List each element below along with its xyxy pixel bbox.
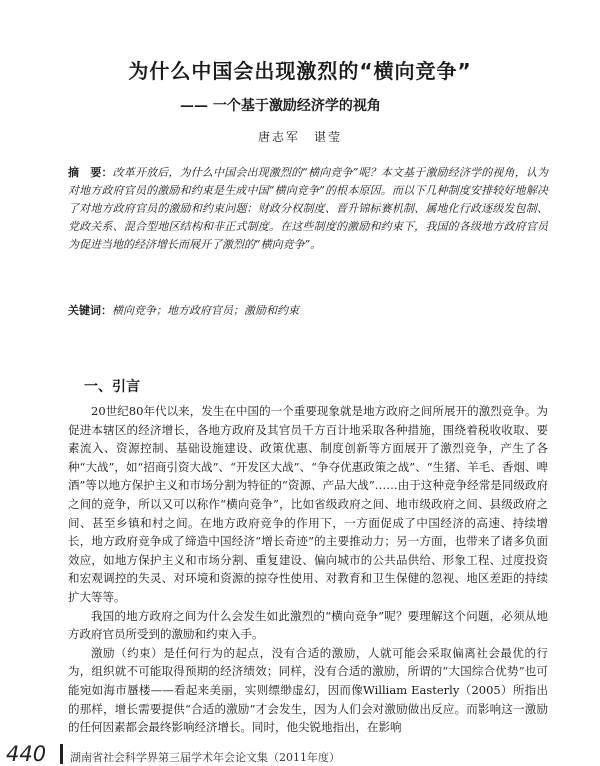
section-heading-introduction: 一、引言 — [84, 379, 140, 395]
keywords — [68, 302, 548, 320]
body-paragraph: 20世纪80年代以来，发生在中国的一个重要现象就是地方政府之间所展开的激烈竞争。为促进本辖区的经济增长，各地方政府及其官员千方百计地采取各种措施，围绕着税收收取、要素流入、资源控制、基础设施建设、政策优惠、制度创新等方面展开了激烈竞争，产生了各种“大战”，如“招商引资大战”、“开发区大战”、“争夺优惠政策之战”、“生猪、羊毛、香烟、啤酒”等以地方保护主义和市场分割为特征的“资源、产品大战”……由于这种竞争经常是同级政府之间的竞争，所以又可以称作“横向竞争”，比如省级政府之间、地市级政府之间、县级政府之间、甚至乡镇和村之间。在地方政府竞争的作用下，一方面促成了中国经济的高速、持续增长，地方政府竞争成了缔造中国经济“增长奇迹”的主要推动力；另一方面，也带来了诸多负面效应，如地方保护主义和市场分割、重复建设、偏向城市的公共品供给、形象工程、过度投资和宏观调控的失灵、对环境和资源的掠夺性使用、对教育和卫生保健的忽视、地区差距的持续扩大等等。 — [68, 404, 548, 604]
abstract-text: 改革开放后，为什么中国会出现激烈的“横向竞争”呢？本文基于激励经济学的视角，认为对地方政府官员的激励和约束是生成中国“横向竞争”的根本原因。而以下几种制度安排较好地解决了对地方政府官员的激励和约束问题：财政分权制度、晋升锦标赛机制、属地化行政逐级发包制、党政关系、混合型地区结构和非正式制度。在这些制度的激励和约束下，我国的各级地方政府官员为促进当地的经济增长而展开了激烈的“横向竞争”。 — [68, 166, 549, 251]
page-footer — [0, 742, 600, 765]
body-paragraph: 激励（约束）是任何行为的起点，没有合适的激励，人就可能会采取偏离社会最优的行为，组织就不可能取得预期的经济绩效；同样，没有合适的激励，所谓的“大国综合优势”也可能宛如海市蜃楼——看起来美丽，实则缥缈虚幻，因而像William Easterly（2005）所指出的那样，增长需要提供“合适的激励”才会发生，因为人们会对激励做出反应。而影响这一激励的任何因素都会最终影响经济增长。同时，他尖锐地指出，在影响 — [68, 645, 548, 735]
body-text — [68, 402, 548, 737]
abstract — [68, 164, 548, 254]
keywords-label: 关键词： — [68, 304, 112, 317]
footer-divider — [60, 744, 63, 764]
paper-title: 为什么中国会出现激烈的“横向竞争” — [128, 59, 472, 83]
footer-publication: 湖南省社会科学界第三届学术年会论文集（2011年度） — [70, 751, 340, 764]
body-paragraph: 我国的地方政府之间为什么会发生如此激烈的“横向竞争”呢？要理解这个问题，必须从地方政府官员所受到的激励和约束入手。 — [68, 608, 548, 642]
abstract-label: 摘 要： — [68, 166, 113, 179]
keywords-text: 横向竞争；地方政府官员；激励和约束 — [112, 304, 299, 317]
page-number: 440 — [6, 742, 47, 766]
paper-authors: 唐志军 谌莹 — [257, 130, 342, 144]
paper-subtitle: —— 一个基于激励经济学的视角 — [180, 98, 381, 114]
